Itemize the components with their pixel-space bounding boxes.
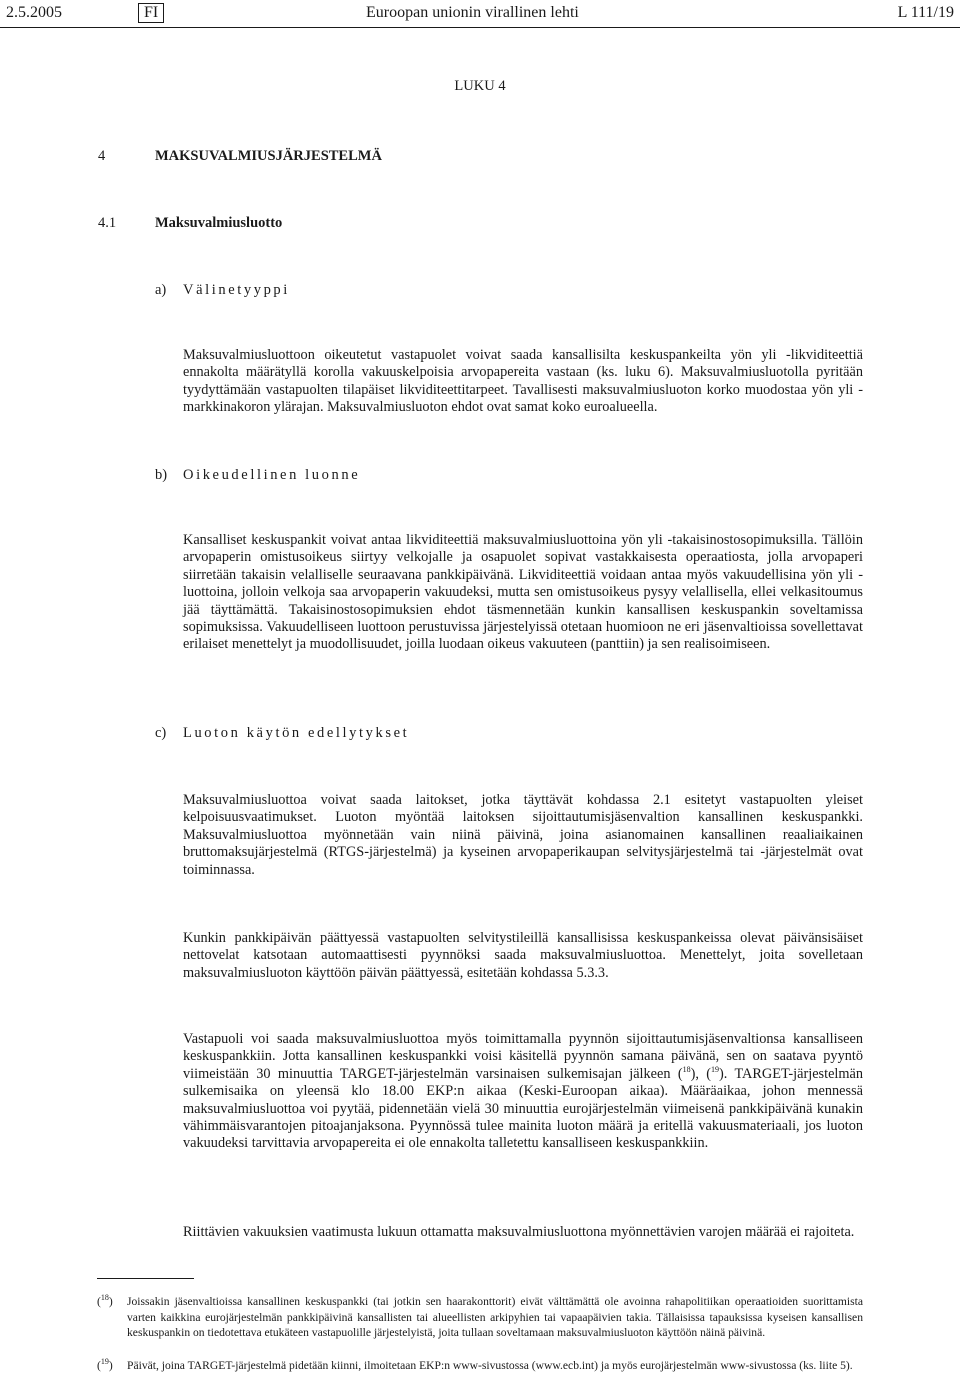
footnote-number: 19	[100, 1357, 109, 1367]
item-a-paragraph: Maksuvalmiusluottoon oikeutetut vastapuolet voivat saada kansallisilta keskuspankeilta yön yli -likviditeettiä ennakolta määrätyllä korolla vakuuskelpoisia arvopapereita vastaan (ks. luku 6). Maksuvalmiusluotolla pyritään tyydyttämään vastapuolten tilapäiset likviditeettitarpeet. Tavallisesti maksuvalmiusluoton korko muodostaa yön yli -markkinakoron ylärajan. Maksuvalmiusluoton ehdot ovat samat koko euroalueella.	[183, 347, 863, 416]
item-a-label: a)	[155, 282, 167, 298]
footnote-19-text: Päivät, joina TARGET-järjestelmä pidetään kiinni, ilmoitetaan EKP:n www-sivustossa (www.ecb.int) ja myös eurojärjestelmän www-sivustossa (ks. liite 5).	[127, 1359, 853, 1372]
footnote-number: 18	[100, 1293, 109, 1303]
footnote-18-marker: ($^{18}$)	[97, 1293, 113, 1308]
footnote-rule	[97, 1278, 194, 1279]
subsection-title: Maksuvalmiusluotto	[155, 215, 283, 231]
footnote-ref-18: 18	[682, 1065, 691, 1075]
item-c-paragraph-3: Vastapuoli voi saada maksuvalmiusluottoa myös toimittamalla pyynnön sijoittautumisjäsenvaltionsa kansalliseen keskuspankkiin. Jotta kansallinen keskuspankki voisi käsitellä pyynnön samana päivänä, sen on saatava pyyntö viimeistään 30 minuuttia TARGET-järjestelmän varsinaisen sulkemisajan jälkeen ($^{18}$), ($^{19}$). TARGET-järjestelmän sulkemisaika on yleensä klo 18.00 EKP:n aikaa (Keski-Euroopan aikaa). Määräaikaa, johon mennessä maksuvalmiusluottoa voi pyytää, pidennetään vielä 30 minuuttia eurojärjestelmän viimeisenä pankkipäivänä kunakin vähimmäisvarantojen pitoajanjaksona. Pyynnössä tulee mainita luoton määrä ja eritellä vakuusmateriaali, jos luoton vakuudeksi tarvittavia arvopapereita ei ole ennakolta talletettu kansalliseen keskuspankkiin.	[183, 1031, 864, 1152]
header-language	[138, 4, 164, 22]
item-c-label: c)	[155, 725, 167, 741]
header-page-ref: L 111/19	[897, 4, 954, 21]
paragraph-text: Vastapuoli voi saada maksuvalmiusluottoa myös toimittamalla pyynnön sijoittautumisjäsenvaltionsa kansalliseen keskuspankkiin. Jotta kansallinen keskuspankki voisi käsitellä pyynnön samana päivänä, sen on saatava pyyntö viimeistään 30 minuuttia TARGET-järjestelmän varsinaisen sulkemisajan jälkeen	[183, 1031, 863, 1082]
item-b-paragraph: Kansalliset keskuspankit voivat antaa likviditeettiä maksuvalmiusluottoina yön yli -takaisinostosopimuksilla. Tällöin arvopaperin omistusoikeus siirtyy velkojalle ja osapuolet sopivat vastakkaisesta operaatiosta, jolla arvopaperi siirretään takaisin velalliselle seuraavana pankkipäivänä. Likviditeettiä voidaan antaa myös vakuudellisina yön yli -luottoina, jolloin velkoja saa arvopaperin vakuudeksi, mutta sen omistusoikeus pysyy velallisella, ellei velkasitoumus jää täyttämättä. Takaisinostosopimuksien ehdot täsmennetään kunkin kansallisen keskuspankin soveltamissa sopimuksissa. Vakuudelliseen luottoon perustuvissa järjestelyissä otetaan huomioon ne eri jäsenvaltioissa sovellettavat erilaiset menettelyt ja muodollisuudet, joilla luodaan oikeus vakuuteen (panttiin) ja sen realisoimiseen.	[183, 532, 863, 653]
section-number: 4	[98, 148, 106, 164]
item-c-paragraph-4: Riittävien vakuuksien vaatimusta lukuun ottamatta maksuvalmiusluottona myönnettävien varojen määrää ei rajoiteta.	[183, 1224, 855, 1240]
item-b-label: b)	[155, 467, 168, 483]
language-badge: FI	[138, 3, 164, 23]
chapter-title: LUKU 4	[454, 78, 506, 94]
subsection-number: 4.1	[98, 215, 117, 231]
item-c-paragraph-2: Kunkin pankkipäivän päättyessä vastapuolten selvitystileillä kansallisissa keskuspankeissa olevat päivänsisäiset nettovelat katsotaan automaattisesti pyynnöksi saada maksuvalmiusluottoa. Menettelyt, joita sovelletaan maksuvalmiusluoton käyttöön päivän päättyessä, esitetään kohdassa 5.3.3.	[183, 930, 863, 981]
item-b-title: Oikeudellinen luonne	[183, 467, 361, 483]
header-rule	[0, 27, 960, 28]
item-c-paragraph-1: Maksuvalmiusluottoa voivat saada laitokset, jotka täyttävät kohdassa 2.1 esitetyt vastapuolten yleiset kelpoisuusvaatimukset. Luoton myöntää laitoksen sijoittautumisjäsenvaltion kansallinen keskuspankki. Maksuvalmiusluottoa myönnetään vain niinä päivinä, joina asianomainen kansallinen reaaliaikainen bruttomaksujärjestelmä (RTGS-järjestelmä) ja kyseinen arvopaperikaupan selvitysjärjestelmä tai -järjestelmät ovat toiminnassa.	[183, 792, 863, 878]
footnote-ref-19: 19	[711, 1065, 720, 1075]
header-date: 2.5.2005	[6, 4, 62, 21]
footnote-18-text: Joissakin jäsenvaltioissa kansallinen keskuspankki (tai jotkin sen haarakonttorit) eivät välttämättä ole avoinna rahapolitiikan operaatioiden suorittamista varten kaikkina eurojärjestelmän pankkipäivinä kansallisten tai alueellisten arkipyhien tai vapaapäivien takia. Tällaisissa tapauksissa kyseisen kansallisen keskuspankin on tiedotettava etukäteen vastapuolille järjestelyistä, joita tullaan soveltamaan maksuvalmiusluoton käyttöön näinä päivinä.	[127, 1295, 863, 1340]
section-title: MAKSUVALMIUSJÄRJESTELMÄ	[155, 148, 382, 164]
footnote-19-marker: ($^{19}$)	[97, 1357, 113, 1372]
item-a-title: Välinetyyppi	[183, 282, 290, 298]
header-journal-title: Euroopan unionin virallinen lehti	[366, 4, 579, 21]
paragraph-text: TARGET-järjestelmän sulkemisaika on yleensä klo 18.00 EKP:n aikaa (Keski-Euroopan aikaa). Määräaikaa, johon mennessä maksuvalmiusluottoa voi pyytää, pidennetään vielä 30 minuuttia eurojärjestelmän viimeisenä pankkipäivänä kunakin vähimmäisvarantojen pitoajanjaksona. Pyynnössä tulee mainita luoton määrä ja eritellä vakuusmateriaali, jos luoton vakuudeksi tarvittavia arvopapereita ei ole ennakolta talletettu kansalliseen keskuspankkiin.	[183, 1065, 864, 1152]
item-c-title: Luoton käytön edellytykset	[183, 725, 410, 741]
